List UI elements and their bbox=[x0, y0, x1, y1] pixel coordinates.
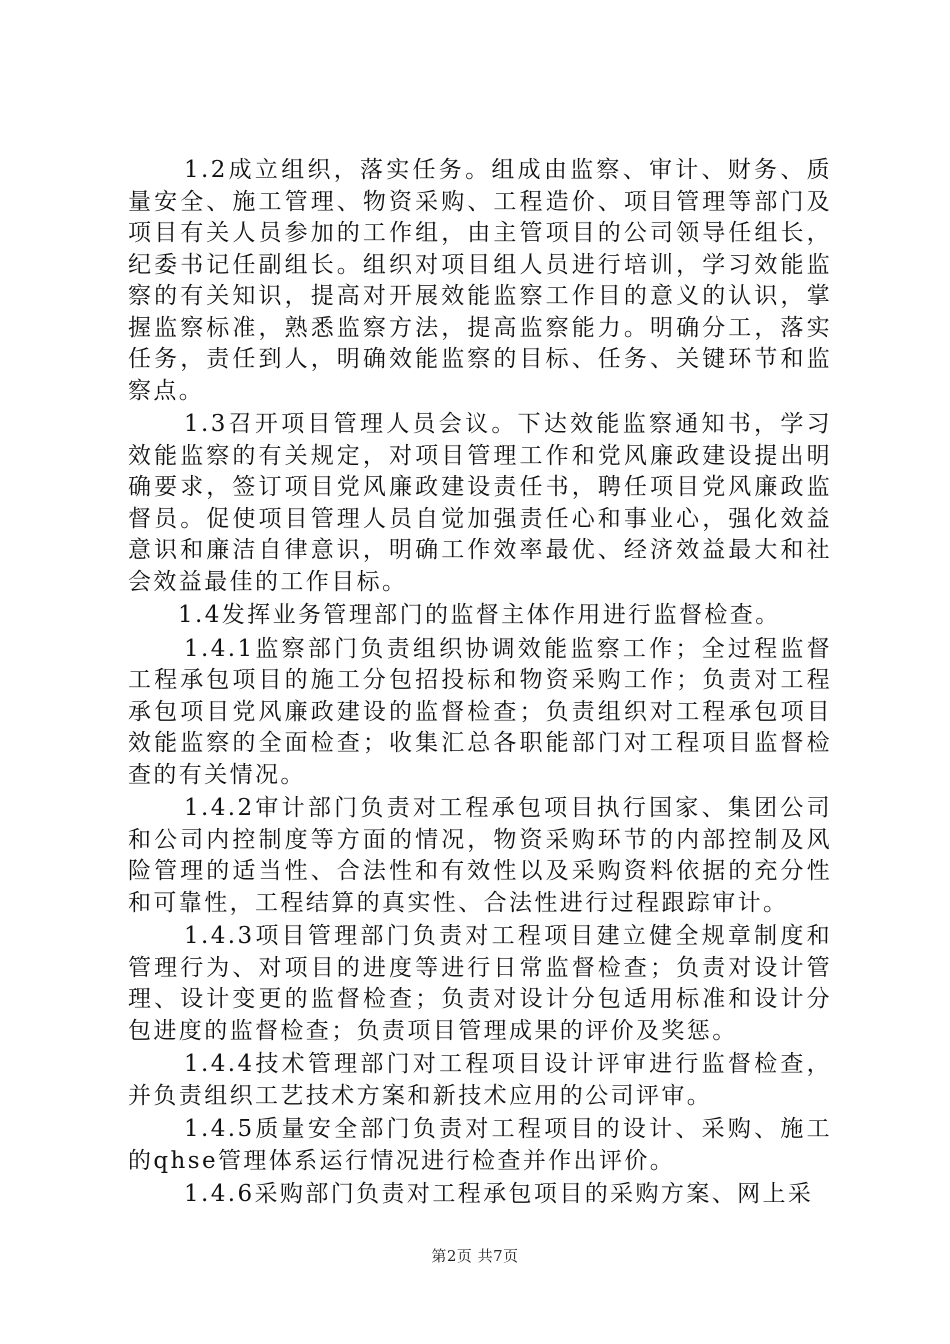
paragraph-1-4-1: 1.4.1监察部门负责组织协调效能监察工作；全过程监督工程承包项目的施工分包招投标和物资采购工作；负责对工程承包项目党风廉政建设的监督检查；负责组织对工程承包项目效能监察的全面检查；收集汇总各职能部门对工程项目监督检查的有关情况。 bbox=[128, 635, 832, 788]
paragraph-1-4-2: 1.4.2审计部门负责对工程承包项目执行国家、集团公司和公司内控制度等方面的情况，物资采购环节的内部控制及风险管理的适当性、合法性和有效性以及采购资料依据的充分性和可靠性，工程结算的真实性、合法性进行过程跟踪审计。 bbox=[128, 795, 832, 916]
paragraph-1-3: 1.3召开项目管理人员会议。下达效能监察通知书，学习效能监察的有关规定，对项目管理工作和党风廉政建设提出明确要求，签订项目党风廉政建设责任书，聘任项目党风廉政监督员。促使项目管理人员自觉加强责任心和事业心，强化效益意识和廉洁自律意识，明确工作效率最优、经济效益最大和社会效益最佳的工作目标。 bbox=[128, 411, 832, 595]
document-body bbox=[128, 155, 832, 1213]
paragraph-1-4-6: 1.4.6采购部门负责对工程承包项目的采购方案、网上采 bbox=[184, 1181, 814, 1207]
paragraph-1-4-5: 1.4.5质量安全部门负责对工程项目的设计、采购、施工的qhse管理体系运行情况进行检查并作出评价。 bbox=[128, 1116, 832, 1174]
paragraph-1-4-3: 1.4.3项目管理部门负责对工程项目建立健全规章制度和管理行为、对项目的进度等进行日常监督检查；负责对设计管理、设计变更的监督检查；负责对设计分包适用标准和设计分包进度的监督检查；负责项目管理成果的评价及奖惩。 bbox=[128, 923, 832, 1044]
page-number-footer: 第2页 共7页 bbox=[431, 1247, 519, 1265]
paragraph-1-2: 1.2成立组织，落实任务。组成由监察、审计、财务、质量安全、施工管理、物资采购、工程造价、项目管理等部门及项目有关人员参加的工作组，由主管项目的公司领导任组长，纪委书记任副组长。组织对项目组人员进行培训，学习效能监察的有关知识，提高对开展效能监察工作目的意义的认识，掌握监察标准，熟悉监察方法，提高监察能力。明确分工，落实任务，责任到人，明确效能监察的目标、任务、关键环节和监察点。 bbox=[128, 157, 832, 404]
paragraph-1-4-4: 1.4.4技术管理部门对工程项目设计评审进行监督检查，并负责组织工艺技术方案和新技术应用的公司评审。 bbox=[128, 1051, 832, 1109]
paragraph-1-4: 1.4发挥业务管理部门的监督主体作用进行监督检查。 bbox=[178, 602, 781, 628]
